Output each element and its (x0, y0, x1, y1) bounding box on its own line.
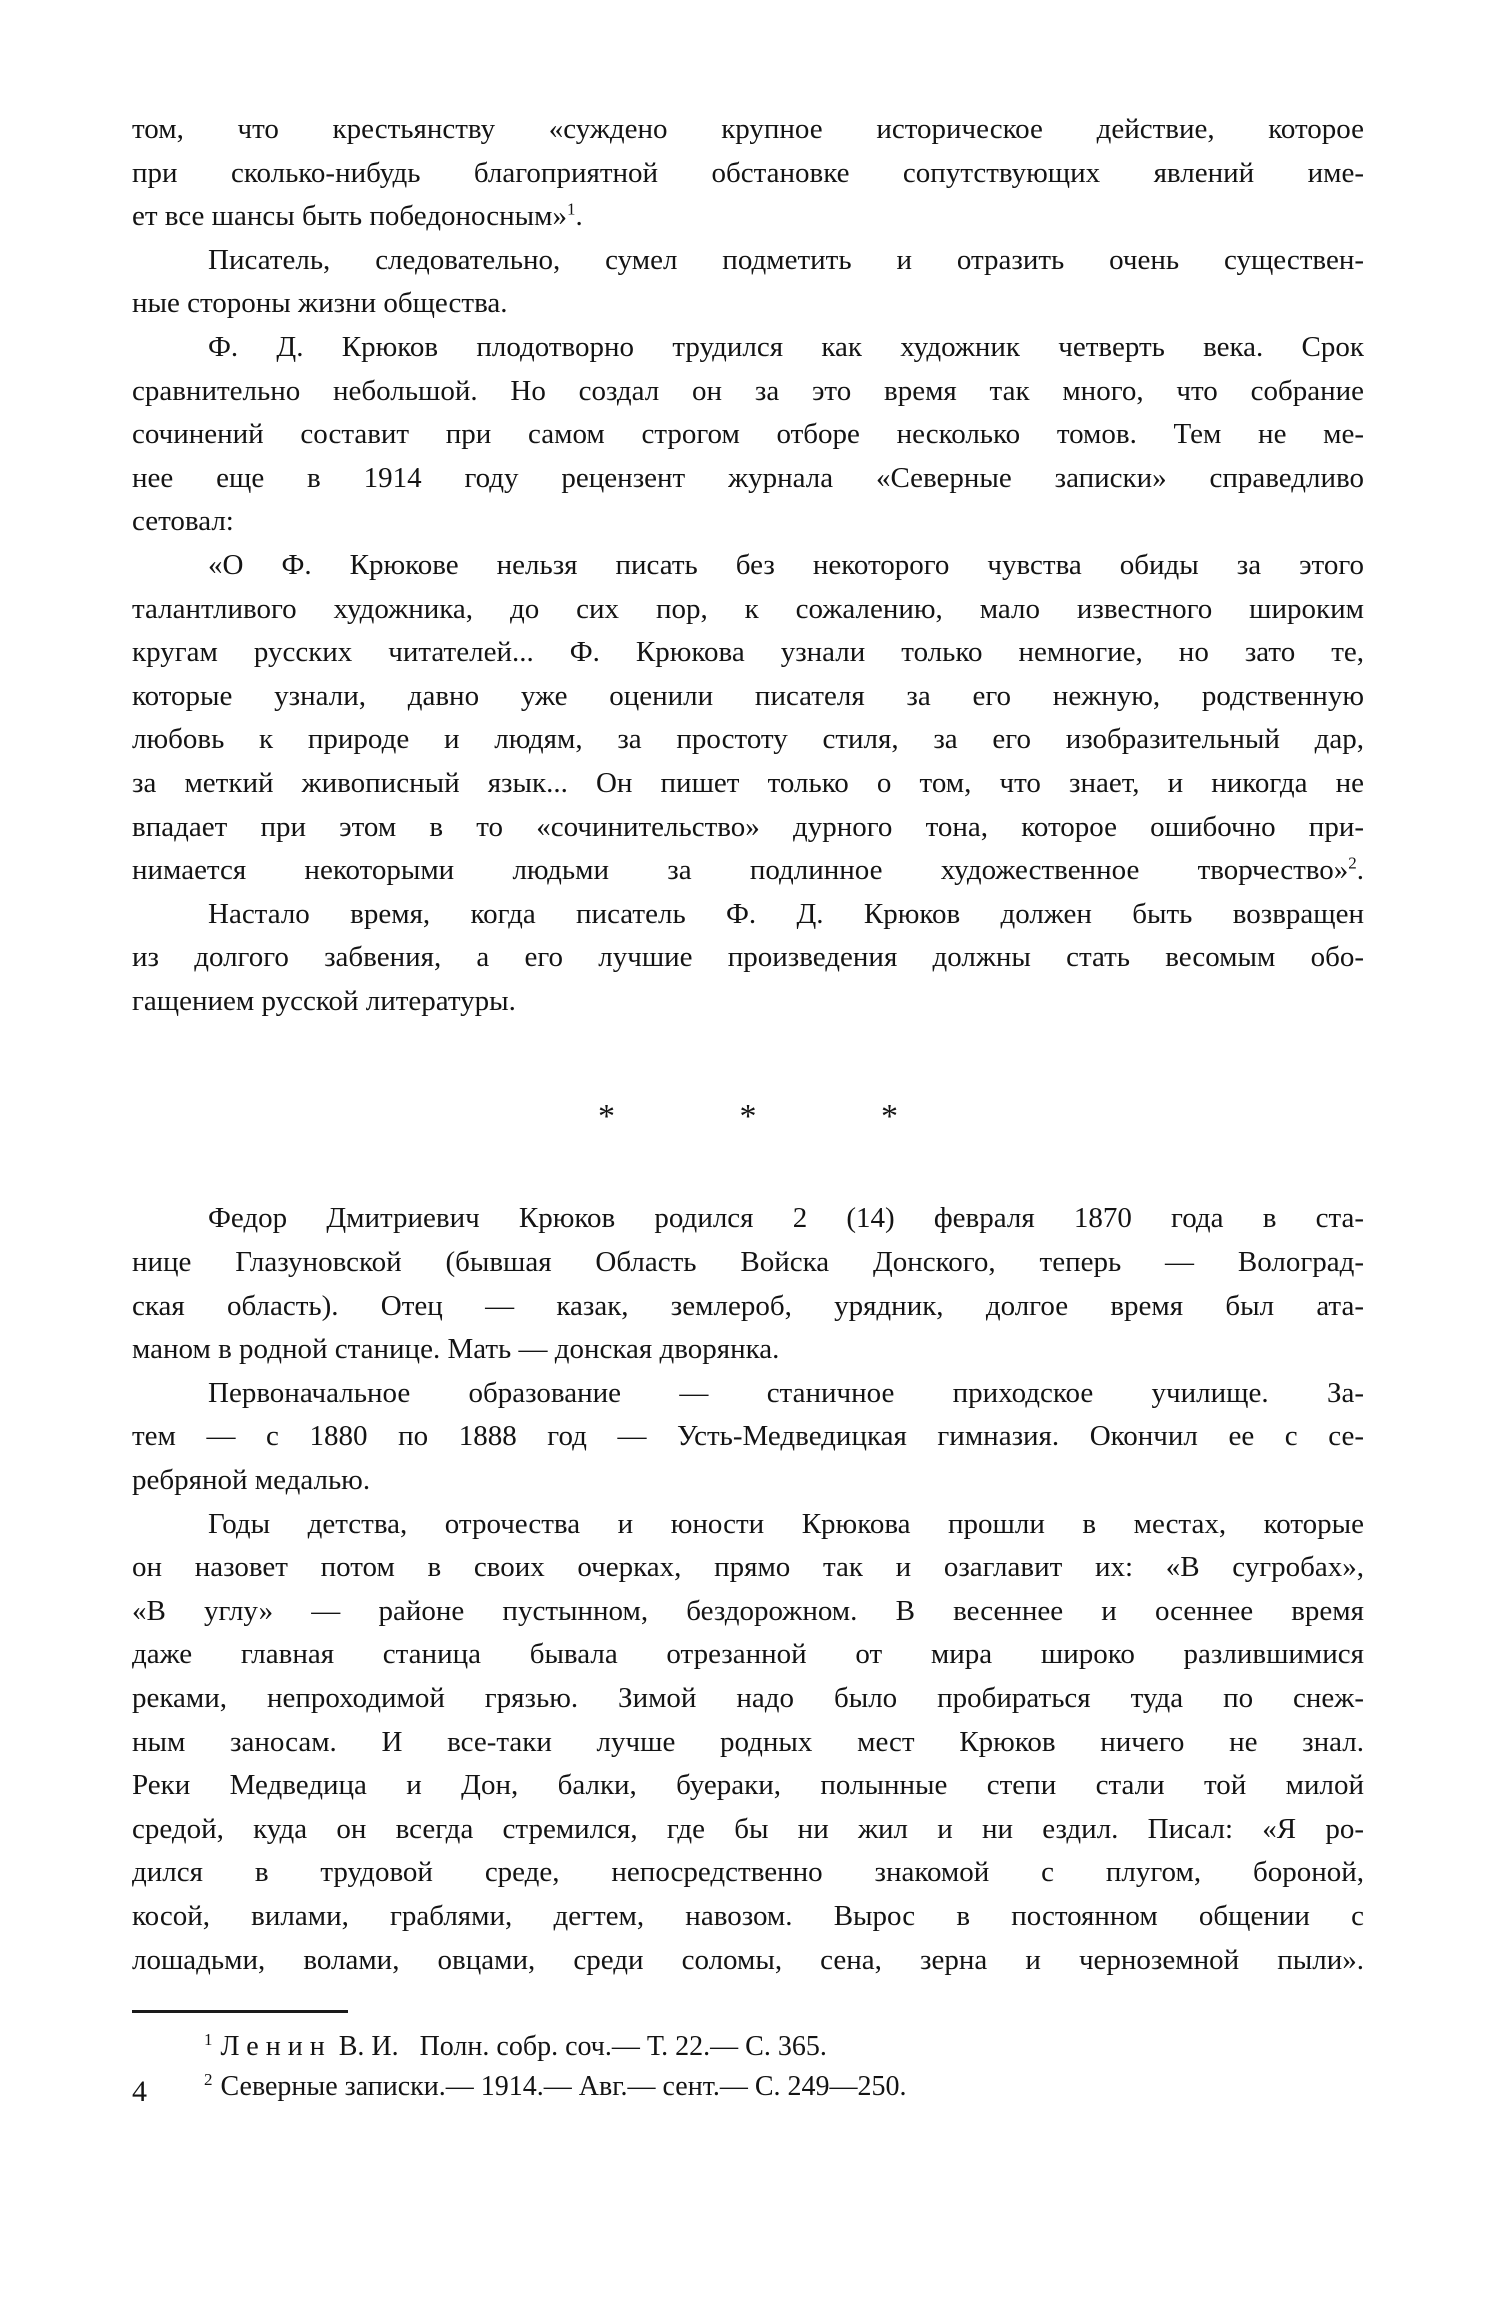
text-fragment: . (1356, 854, 1364, 887)
footnote-text: В. И. Полн. собр. соч.— Т. 22.— С. 365. (331, 2031, 827, 2063)
text-line: он назовет потом в своих очерках, прямо так и озаглавит их: «В сугробах», (132, 1551, 1364, 1584)
text-line: маном в родной станице. Мать — донская дворянка. (132, 1333, 780, 1366)
text-line: талантливого художника, до сих пор, к сожалению, мало известного широким (132, 592, 1364, 625)
text-line: Настало время, когда писатель Ф. Д. Крюков должен быть возвращен (208, 897, 1364, 930)
text-line: при сколько-нибудь благоприятной обстановке сопутствующих явлений име- (132, 156, 1364, 189)
footnote-ref-1[interactable]: 1 (567, 199, 576, 219)
text-line: Писатель, следовательно, сумел подметить и отразить очень существен- (208, 243, 1364, 276)
text-line: тем — с 1880 по 1888 год — Усть-Медведицкая гимназия. Окончил ее с се- (132, 1420, 1364, 1453)
text-line: любовь к природе и людям, за простоту стиля, за его изобразительный дар, (132, 723, 1364, 756)
text-line: нее еще в 1914 году рецензент журнала «Северные записки» справедливо (132, 461, 1364, 494)
text-line: ным заносам. И все-таки лучше родных мест Крюков ничего не знал. (132, 1725, 1364, 1758)
footnotes (132, 2027, 1364, 2107)
text-line: дился в трудовой среде, непосредственно знакомой с плугом, бороной, (132, 1856, 1364, 1889)
text-line: реками, непроходимой грязью. Зимой надо было пробираться туда по снеж- (132, 1682, 1364, 1714)
text-line: том, что крестьянству «суждено крупное историческое действие, которое (132, 113, 1364, 145)
text-line: «О Ф. Крюкове нельзя писать без некоторого чувства обиды за этого (208, 548, 1364, 581)
text-line: сравнительно небольшой. Но создал он за это время так много, что собрание (132, 374, 1364, 407)
paragraph-3 (132, 326, 1364, 544)
quotation (132, 544, 1364, 893)
text-line: даже главная станица бывала отрезанной от мира широко разлившимися (132, 1638, 1364, 1671)
footnote-ref-2[interactable]: 2 (1348, 853, 1357, 873)
text-fragment: . (575, 200, 583, 233)
page-number: 4 (132, 2075, 147, 2108)
paragraph-1 (132, 108, 1364, 239)
text-line: нице Глазуновской (бывшая Область Войска Донского, теперь — Волоград- (132, 1246, 1364, 1279)
footnote-2 (204, 2067, 1364, 2107)
text-line: за меткий живописный язык... Он пишет только о том, что знает, и никогда не (132, 766, 1364, 799)
text-line: из долгого забвения, а его лучшие произведения должны стать весомым обо- (132, 941, 1364, 974)
text-fragment: ет все шансы быть победоносным» (132, 200, 567, 233)
text-line-last (132, 195, 1364, 239)
text-line: кругам русских читателей... Ф. Крюкова узнали только немногие, но зато те, (132, 636, 1364, 669)
paragraph-2 (132, 239, 1364, 326)
footnote-number: 2 (204, 2069, 213, 2089)
text-line: впадает при этом в то «сочинительство» дурного тона, которое ошибочно при- (132, 810, 1364, 843)
text-line: Федор Дмитриевич Крюков родился 2 (14) февраля 1870 года в ста- (208, 1202, 1364, 1235)
text-line: средой, куда он всегда стремился, где бы ни жил и ни ездил. Писал: «Я ро- (132, 1812, 1364, 1845)
page-content (132, 108, 1364, 2107)
footnote-divider (132, 2010, 348, 2013)
footnote-number: 1 (204, 2029, 213, 2049)
text-line: косой, вилами, граблями, дегтем, навозом. Вырос в постоянном общении с (132, 1899, 1364, 1932)
text-line: Реки Медведица и Дон, балки, буераки, полынные степи стали той милой (132, 1769, 1364, 1802)
text-line: ные стороны жизни общества. (132, 287, 508, 320)
footnote-1 (204, 2027, 1364, 2067)
text-line: ская область). Отец — казак, землероб, урядник, долгое время был ата- (132, 1289, 1364, 1322)
text-line: лошадьми, волами, овцами, среди соломы, сена, зерна и черноземной пыли». (132, 1943, 1364, 1976)
text-line: сетовал: (132, 505, 234, 538)
paragraph-7 (132, 1503, 1364, 1983)
paragraph-4 (132, 893, 1364, 1024)
text-line: Первоначальное образование — станичное приходское училище. За- (208, 1376, 1364, 1409)
text-line: гащением русской литературы. (132, 984, 516, 1017)
text-line: «В углу» — районе пустынном, бездорожном. В весеннее и осеннее время (132, 1594, 1364, 1627)
paragraph-5 (132, 1197, 1364, 1371)
paragraph-6 (132, 1372, 1364, 1503)
text-line: сочинений составит при самом строгом отборе несколько томов. Тем не ме- (132, 418, 1364, 451)
text-line: Годы детства, отрочества и юности Крюкова прошли в местах, которые (208, 1507, 1364, 1540)
section-separator: * * * (598, 1098, 956, 1136)
text-line-last (132, 849, 1364, 893)
text-line: ребряной медалью. (132, 1464, 371, 1497)
footnote-text: Северные записки.— 1914.— Авг.— сент.— С. 249—250. (220, 2071, 907, 2103)
text-line: Ф. Д. Крюков плодотворно трудился как художник четверть века. Срок (208, 330, 1364, 363)
text-fragment: нимается некоторыми людьми за подлинное художественное творчество» (132, 854, 1349, 887)
text-line: которые узнали, давно уже оценили писателя за его нежную, родственную (132, 679, 1364, 712)
footnote-author: Ленин (220, 2031, 332, 2063)
